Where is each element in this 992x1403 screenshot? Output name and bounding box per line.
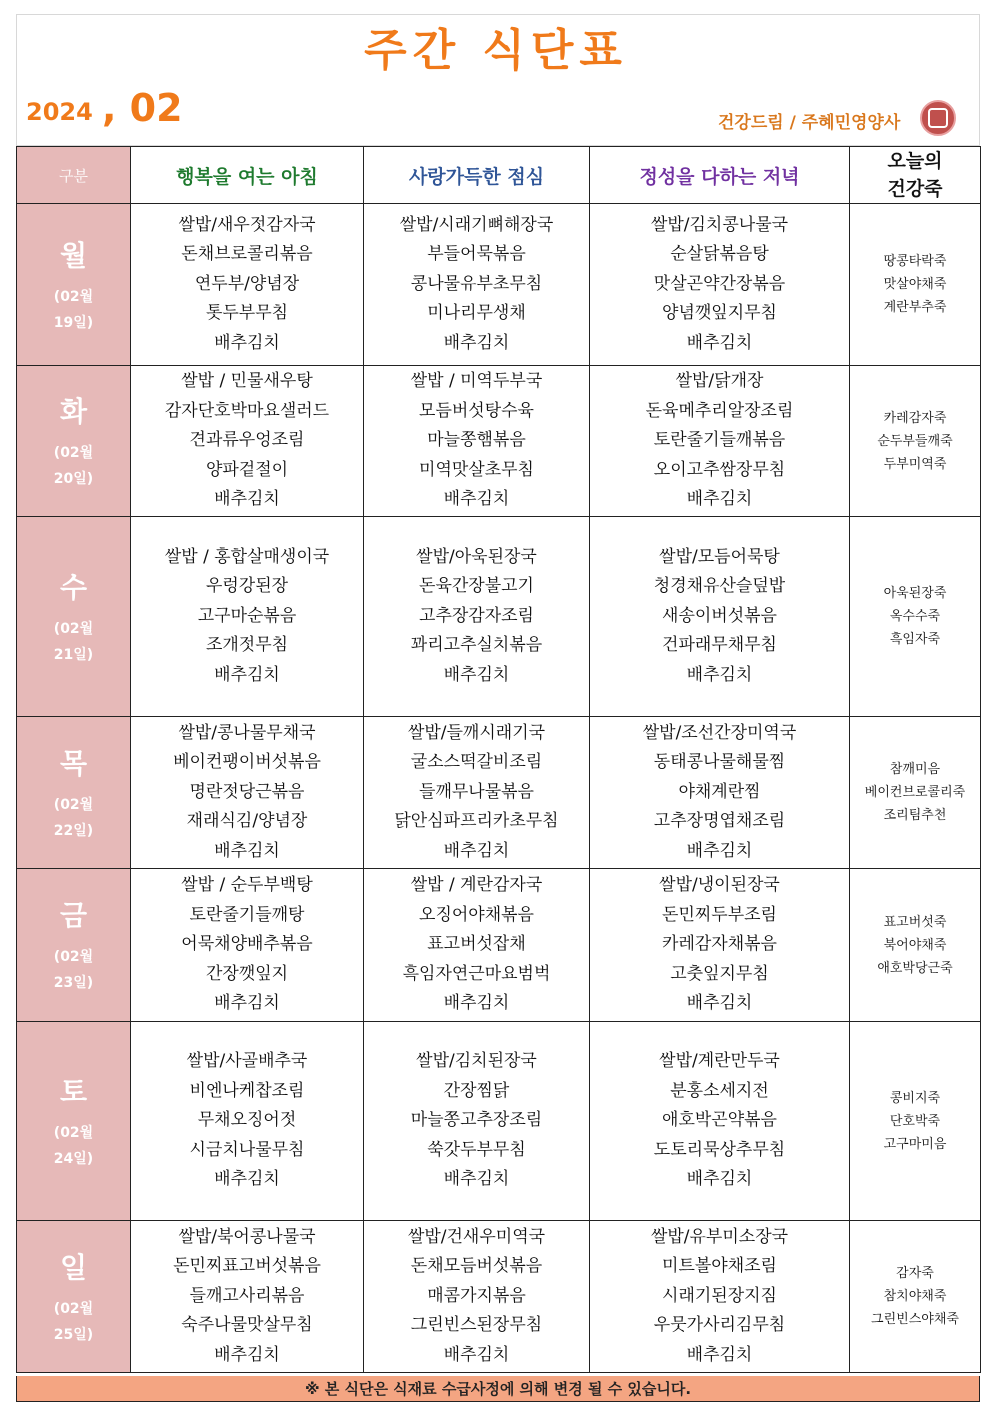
lunch-cell [364, 1221, 590, 1373]
lunch-item: 배추김치 [443, 332, 510, 353]
dinner-cell [590, 869, 850, 1022]
lunch-cell [364, 204, 590, 366]
lunch-item: 쌀밥 / 계란감자국 [410, 875, 543, 896]
dinner-item: 새송이버섯볶음 [662, 605, 777, 626]
porridge-item: 흑임자죽 [889, 632, 941, 647]
lunch-item: 콩나물유부초무침 [410, 273, 543, 294]
organization-label: 건강드림 / 주혜민영양사 [718, 113, 901, 133]
breakfast-item: 조개젓무침 [205, 635, 289, 656]
breakfast-item: 배추김치 [214, 840, 280, 861]
breakfast-cell [131, 517, 364, 717]
month-label: , 02 [102, 86, 183, 130]
breakfast-item: 간장깻잎지 [205, 963, 289, 984]
dinner-cell [590, 1221, 850, 1373]
lunch-item: 부들어묵볶음 [427, 244, 526, 265]
porridge-cell [850, 1221, 981, 1373]
lunch-item: 배추김치 [443, 993, 510, 1014]
breakfast-item: 배추김치 [214, 332, 280, 353]
table-row [17, 1022, 981, 1221]
porridge-item: 그린빈스야채죽 [871, 1312, 959, 1327]
page-title: 주간 식단표 [364, 25, 628, 76]
porridge-item: 북어야채죽 [883, 937, 947, 953]
dinner-item: 시래기된장지짐 [662, 1285, 777, 1306]
lunch-item: 배추김치 [443, 840, 510, 861]
lunch-item: 고추장감자조림 [419, 605, 534, 626]
lunch-item: 닭안심파프리카초무침 [394, 811, 559, 832]
lunch-item: 쑥갓두부무침 [427, 1139, 526, 1160]
breakfast-item: 배추김치 [214, 1169, 280, 1190]
breakfast-item: 숙주나물맛살무침 [181, 1315, 313, 1336]
notice-bar: ※ 본 식단은 식재료 수급사정에 의해 변경 될 수 있습니다. [16, 1376, 980, 1402]
header-category: 구분 [17, 147, 131, 204]
lunch-item: 배추김치 [443, 1169, 510, 1190]
day-name: 목 [59, 746, 88, 780]
dinner-item: 쌀밥/조선간장미역국 [642, 722, 797, 743]
dinner-item: 쌀밥/닭개장 [675, 371, 764, 392]
day-cell [17, 204, 131, 366]
breakfast-item: 쌀밥/콩나물무채국 [178, 722, 316, 743]
breakfast-item: 어묵채양배추볶음 [181, 934, 313, 955]
lunch-item: 굴소스떡갈비조림 [410, 752, 543, 773]
day-cell [17, 366, 131, 517]
porridge-item: 옥수수죽 [889, 609, 941, 624]
table-header-row [17, 147, 981, 204]
dinner-item: 오이고추쌈장무침 [653, 459, 786, 480]
day-date: (02월 24일) [53, 1125, 94, 1167]
breakfast-cell [131, 869, 364, 1022]
dinner-item: 양념깻잎지무침 [662, 303, 777, 324]
table-row [17, 204, 981, 366]
lunch-cell [364, 1022, 590, 1221]
breakfast-cell [131, 366, 364, 517]
dinner-item: 쌀밥/계란만두국 [659, 1051, 780, 1072]
porridge-item: 땅콩타락죽 [883, 254, 947, 269]
lunch-item: 간장찜닭 [443, 1080, 510, 1101]
day-cell [17, 717, 131, 869]
porridge-item: 카레감자죽 [883, 410, 947, 426]
day-cell [17, 869, 131, 1022]
lunch-item: 마늘쫑고추장조림 [410, 1110, 543, 1131]
breakfast-item: 배추김치 [214, 664, 280, 685]
breakfast-item: 견과류우엉조림 [189, 430, 305, 451]
header-porridge [850, 147, 981, 204]
lunch-item: 쌀밥/시래기뼈해장국 [399, 214, 554, 235]
lunch-item: 쌀밥/들깨시래기국 [407, 722, 546, 743]
porridge-cell [850, 1022, 981, 1221]
dinner-item: 건파래무채무침 [662, 635, 777, 656]
breakfast-item: 쌀밥/새우젓감자국 [178, 214, 316, 235]
dinner-item: 배추김치 [686, 1169, 753, 1190]
breakfast-item: 우렁강된장 [205, 576, 289, 597]
header-dinner: 정성을 다하는 저녁 [590, 147, 850, 204]
dinner-cell [590, 1022, 850, 1221]
porridge-cell [850, 517, 981, 717]
lunch-item: 오징어야채볶음 [419, 904, 534, 925]
dinner-item: 배추김치 [686, 489, 753, 510]
breakfast-item: 베이컨팽이버섯볶음 [173, 752, 321, 773]
dinner-item: 맛살곤약간장볶음 [653, 273, 786, 294]
lunch-cell [364, 366, 590, 517]
breakfast-item: 배추김치 [214, 1344, 280, 1365]
header-lunch: 사랑가득한 점심 [364, 147, 590, 204]
dinner-item: 토란줄기들깨볶음 [653, 430, 786, 451]
day-name: 금 [59, 899, 88, 932]
lunch-item: 표고버섯잡채 [427, 934, 526, 955]
day-cell [17, 1221, 131, 1373]
porridge-item: 계란부추죽 [883, 300, 947, 315]
lunch-item: 모듬버섯탕수육 [419, 400, 534, 421]
day-name: 일 [59, 1250, 88, 1284]
porridge-item: 감자죽 [896, 1266, 934, 1281]
lunch-item: 흑임자연근마요범벅 [402, 963, 551, 984]
lunch-item: 미역맛살초무침 [419, 459, 534, 480]
breakfast-item: 쌀밥/사골배추국 [186, 1051, 308, 1072]
lunch-item: 쌀밥/아욱된장국 [416, 546, 537, 567]
table-row [17, 517, 981, 717]
dinner-item: 청경채유산슬덮밥 [653, 576, 786, 597]
dinner-item: 돈육메추리알장조림 [645, 400, 794, 421]
lunch-item: 돈육간장불고기 [419, 576, 534, 597]
breakfast-item: 돈민찌표고버섯볶음 [173, 1256, 321, 1277]
porridge-item: 두부미역죽 [883, 456, 947, 472]
header-breakfast: 행복을 여는 아침 [131, 147, 364, 204]
breakfast-item: 명란젓당근볶음 [189, 781, 305, 802]
lunch-item: 배추김치 [443, 489, 510, 510]
lunch-item: 들깨무나물볶음 [419, 781, 534, 802]
porridge-item: 표고버섯죽 [883, 914, 947, 930]
porridge-item: 아욱된장죽 [883, 586, 947, 601]
dinner-item: 고추장명엽채조림 [653, 811, 786, 832]
porridge-item: 콩비지죽 [889, 1090, 941, 1106]
dinner-item: 동태콩나물해물찜 [653, 752, 786, 773]
table-row [17, 366, 981, 517]
dinner-cell [590, 204, 850, 366]
porridge-item: 베이컨브로콜리죽 [864, 785, 966, 800]
porridge-cell [850, 204, 981, 366]
breakfast-cell [131, 1221, 364, 1373]
breakfast-item: 톳두부무침 [205, 303, 289, 324]
breakfast-cell [131, 717, 364, 869]
porridge-item: 순두부들깨죽 [877, 433, 953, 449]
porridge-item: 참치야채죽 [883, 1289, 947, 1304]
breakfast-item: 시금치나물무침 [189, 1139, 305, 1160]
day-name: 월 [59, 238, 88, 272]
lunch-cell [364, 869, 590, 1022]
lunch-item: 매콤가지볶음 [427, 1285, 526, 1306]
breakfast-item: 토란줄기들깨탕 [189, 904, 305, 925]
dinner-item: 배추김치 [686, 840, 753, 861]
dinner-cell [590, 366, 850, 517]
breakfast-item: 비엔나케찹조림 [189, 1080, 305, 1101]
year-label: 2024 [26, 98, 93, 126]
lunch-item: 쌀밥/건새우미역국 [407, 1226, 546, 1247]
day-cell [17, 517, 131, 717]
dinner-item: 우뭇가사리김무침 [653, 1315, 786, 1336]
breakfast-item: 쌀밥 / 홍합살매생이국 [164, 546, 330, 567]
porridge-item: 애호박당근죽 [877, 960, 953, 976]
breakfast-item: 양파겉절이 [205, 459, 289, 480]
day-name: 수 [59, 570, 88, 604]
day-date: (02월 21일) [53, 620, 94, 663]
dinner-item: 쌀밥/냉이된장국 [659, 875, 780, 896]
breakfast-item: 쌀밥 / 민물새우탕 [181, 371, 313, 392]
lunch-cell [364, 717, 590, 869]
breakfast-item: 감자단호박마요샐러드 [164, 400, 330, 421]
seal-logo-icon [920, 100, 956, 136]
day-date: (02월 20일) [53, 445, 94, 487]
lunch-item: 미나리무생채 [427, 303, 526, 324]
dinner-item: 도토리묵상추무침 [653, 1139, 786, 1160]
lunch-item: 배추김치 [443, 664, 510, 685]
breakfast-item: 재래식김/양념장 [186, 811, 308, 832]
porridge-cell [850, 366, 981, 517]
dinner-item: 미트볼야채조림 [662, 1256, 777, 1277]
table-row [17, 717, 981, 869]
weekly-menu-table [16, 146, 981, 1373]
day-name: 토 [59, 1075, 88, 1108]
day-cell [17, 1022, 131, 1221]
lunch-item: 돈채모듬버섯볶음 [410, 1256, 543, 1277]
header-porridge-text: 오늘의 건강죽 [887, 150, 943, 200]
porridge-item: 단호박죽 [889, 1113, 941, 1129]
day-date: (02월 23일) [53, 949, 94, 991]
dinner-item: 야채계란찜 [678, 781, 761, 802]
day-date: (02월 22일) [53, 796, 94, 839]
dinner-item: 배추김치 [686, 993, 753, 1014]
porridge-item: 고구마미음 [883, 1136, 947, 1152]
dinner-item: 쌀밥/모듬어묵탕 [659, 546, 780, 567]
dinner-item: 분홍소세지전 [670, 1080, 769, 1101]
breakfast-cell [131, 204, 364, 366]
day-date: (02월 19일) [53, 288, 94, 331]
breakfast-item: 쌀밥/북어콩나물국 [178, 1226, 316, 1247]
lunch-item: 쌀밥/김치된장국 [416, 1051, 537, 1072]
breakfast-cell [131, 1022, 364, 1221]
table-row [17, 1221, 981, 1373]
dinner-item: 애호박곤약볶음 [662, 1110, 777, 1131]
breakfast-item: 쌀밥 / 순두부백탕 [181, 875, 313, 896]
dinner-item: 쌀밥/김치콩나물국 [650, 214, 789, 235]
lunch-item: 배추김치 [443, 1344, 510, 1365]
day-date: (02월 25일) [53, 1300, 94, 1343]
table-row [17, 869, 981, 1022]
dinner-item: 카레감자채볶음 [662, 934, 777, 955]
lunch-item: 마늘쫑햄볶음 [427, 430, 526, 451]
dinner-cell [590, 517, 850, 717]
porridge-item: 맛살야채죽 [883, 277, 947, 292]
breakfast-item: 들깨고사리볶음 [189, 1285, 305, 1306]
porridge-item: 조리팀추천 [883, 808, 947, 823]
dinner-item: 고춧잎지무침 [670, 963, 769, 984]
dinner-cell [590, 717, 850, 869]
porridge-item: 참깨미음 [889, 762, 941, 777]
breakfast-item: 무채오징어젓 [197, 1110, 297, 1131]
day-name: 화 [59, 395, 88, 428]
lunch-item: 꽈리고추실치볶음 [410, 635, 543, 656]
dinner-item: 배추김치 [686, 664, 753, 685]
dinner-item: 쌀밥/유부미소장국 [650, 1226, 789, 1247]
breakfast-item: 고구마순볶음 [197, 605, 297, 626]
dinner-item: 배추김치 [686, 332, 753, 353]
breakfast-item: 배추김치 [214, 993, 280, 1014]
lunch-item: 그린빈스된장무침 [410, 1315, 543, 1336]
dinner-item: 배추김치 [686, 1344, 753, 1365]
breakfast-item: 연두부/양념장 [194, 273, 300, 294]
breakfast-item: 돈채브로콜리볶음 [181, 244, 313, 265]
dinner-item: 순살닭볶음탕 [670, 244, 769, 265]
breakfast-item: 배추김치 [214, 489, 280, 510]
dinner-item: 돈민찌두부조림 [662, 904, 777, 925]
lunch-cell [364, 517, 590, 717]
porridge-cell [850, 717, 981, 869]
lunch-item: 쌀밥 / 미역두부국 [410, 371, 543, 392]
porridge-cell [850, 869, 981, 1022]
